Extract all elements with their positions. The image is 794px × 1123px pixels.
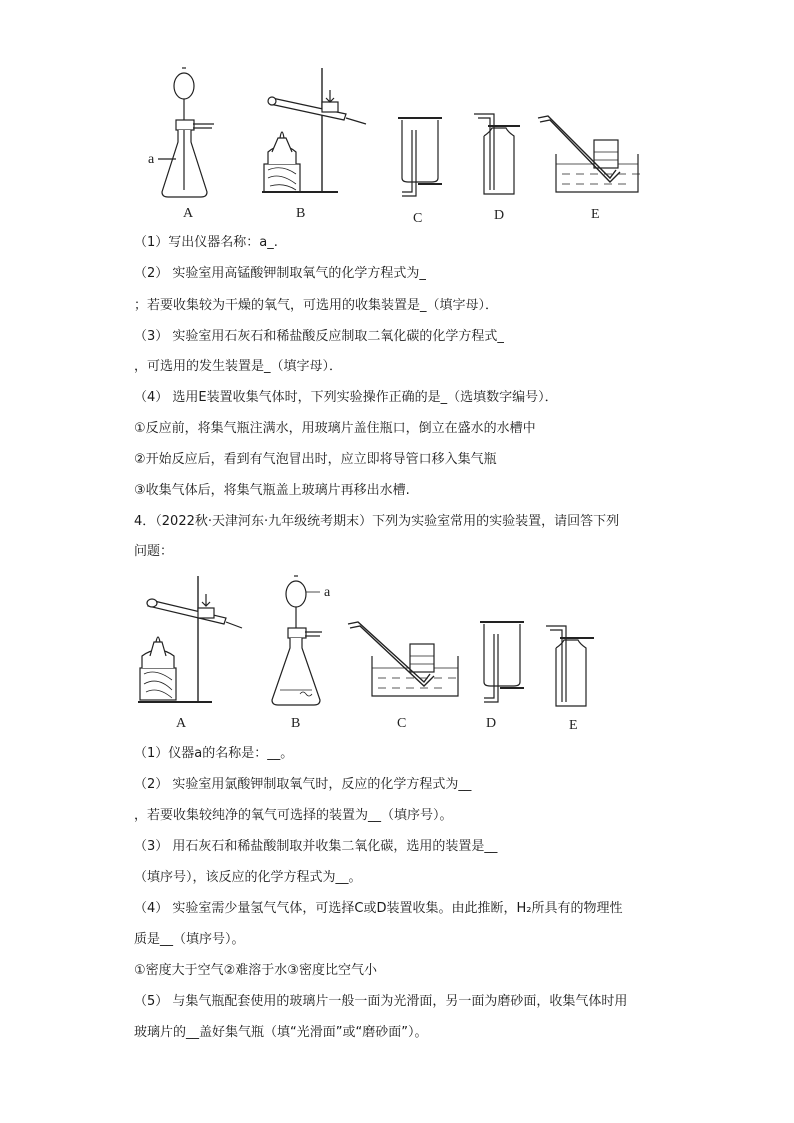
q4-stem-line-2: 问题： [134, 544, 174, 559]
part-label-a: a [148, 152, 155, 167]
figure2-label-d: D [486, 716, 497, 731]
q4-line-5: （填序号），该反应的化学方程式为__。 [134, 870, 362, 885]
q4-line-6: （4） 实验室需少量氢气气体，可选择C或D装置收集。由此推断，H₂所具有的物理性 [134, 901, 623, 916]
apparatus-figure-2 [0, 572, 794, 732]
q3-line-2: （2） 实验室用高锰酸钾制取氧气的化学方程式为_ [134, 266, 426, 281]
part-label-a-2: a [324, 585, 331, 600]
apparatus-1-c [398, 118, 442, 196]
q3-line-5: ，可选用的发生装置是_（填字母）． [134, 359, 343, 374]
q3-line-1: （1）写出仪器名称：a_. [134, 235, 278, 250]
figure2-label-b: B [291, 716, 301, 731]
apparatus-figure-1 [0, 60, 794, 230]
q3-option-3: ③收集气体后，将集气瓶盖上玻璃片再移出水槽. [134, 483, 410, 498]
apparatus-1-e [538, 116, 640, 192]
q3-line-3: ；若要收集较为干燥的氧气，可选用的收集装置是_（填字母）． [134, 298, 499, 313]
apparatus-2-a [138, 576, 242, 702]
q3-line-6: （4） 选用E装置收集气体时，下列实验操作正确的是_（选填数字编号）． [134, 390, 558, 405]
figure2-label-a: A [176, 716, 187, 731]
figure1-label-c: C [413, 211, 423, 226]
figure1-label-a: A [183, 206, 194, 221]
q4-stem-line-1: 4．（2022秋·天津河东·九年级统考期末）下列为实验室常用的实验装置，请回答下列 [134, 514, 620, 529]
apparatus-2-d [480, 622, 524, 702]
apparatus-1-b [262, 68, 366, 192]
q3-option-2: ②开始反应后，看到有气泡冒出时，应立即将导管口移入集气瓶 [134, 452, 497, 467]
q4-line-3: ，若要收集较纯净的氧气可选择的装置为__（填序号）。 [134, 808, 453, 823]
figure1-label-b: B [296, 206, 306, 221]
figure2-label-c: C [397, 716, 407, 731]
q4-line-4: （3） 用石灰石和稀盐酸制取并收集二氧化碳，选用的装置是__ [134, 839, 498, 854]
q4-line-9: （5） 与集气瓶配套使用的玻璃片一般一面为光滑面，另一面为磨砂面，收集气体时用 [134, 994, 628, 1009]
q3-line-4: （3） 实验室用石灰石和稀盐酸反应制取二氧化碳的化学方程式_ [134, 329, 504, 344]
figure1-label-e: E [591, 207, 600, 222]
apparatus-2-b [272, 576, 322, 705]
apparatus-1-d [474, 114, 520, 194]
q4-line-1: （1）仪器a的名称是：__。 [134, 746, 294, 761]
figure2-label-e: E [569, 718, 578, 732]
apparatus-1-a [158, 68, 214, 197]
q4-line-2: （2） 实验室用氯酸钾制取氧气时，反应的化学方程式为__ [134, 777, 472, 792]
figure1-label-d: D [494, 208, 505, 223]
apparatus-2-c [348, 622, 458, 696]
q4-line-10: 玻璃片的__盖好集气瓶（填“光滑面”或“磨砂面”）。 [134, 1025, 428, 1040]
apparatus-2-e [546, 626, 594, 706]
q4-line-7: 质是__（填序号）。 [134, 932, 245, 947]
q4-options: ①密度大于空气②难溶于水③密度比空气小 [134, 963, 377, 978]
q3-option-1: ①反应前，将集气瓶注满水，用玻璃片盖住瓶口，倒立在盛水的水槽中 [134, 421, 536, 436]
